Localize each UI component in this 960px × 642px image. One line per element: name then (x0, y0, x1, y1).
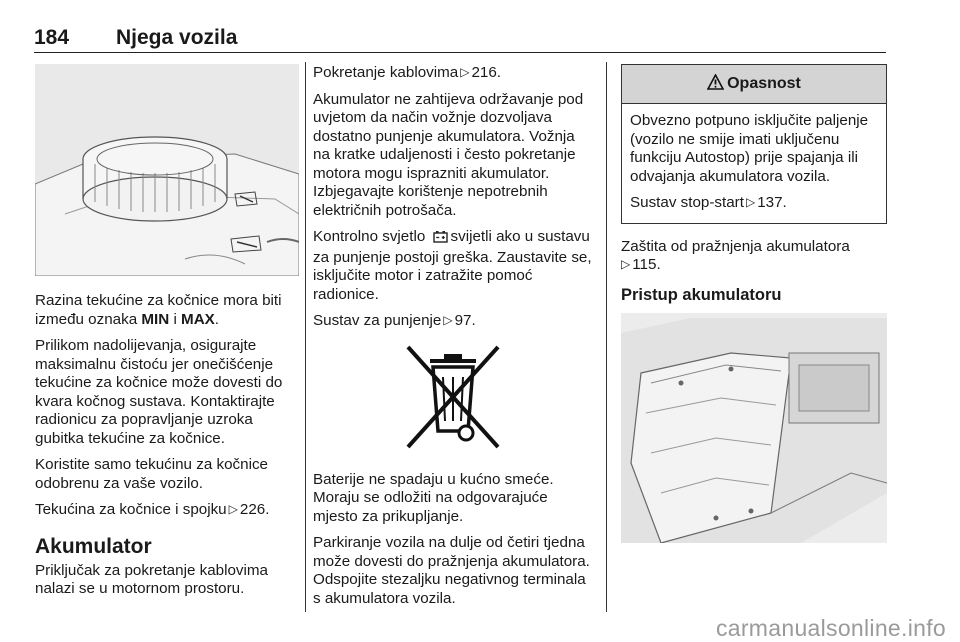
cross-reference: Pokretanje kablovima ▷ 216. (313, 64, 501, 81)
paragraph: Priključak za pokretanje kablovima nalazi se u motornom prostoru. (35, 561, 268, 597)
paragraph: Akumulator ne zahtijeva održavanje pod uvjetom da način vožnje dozvoljava dostatno punjenje akumulatora. Vožnja na kratke udaljenosti i često pokretanje motora mogu isprazniti akumulator. Izbjegavajte korištenje nepotrebnih električnih potrošača. (313, 90, 584, 219)
warning-title: Opasnost (727, 75, 801, 92)
section-title: Njega vozila (116, 26, 238, 49)
column-middle (313, 64, 593, 616)
cross-reference: Sustav za punjenje ▷ 97. (313, 312, 476, 329)
crossed-out-wheelie-bin-icon (388, 339, 518, 457)
page-number: 184 (34, 26, 70, 49)
cross-reference: Tekućina za kočnice i spojku ▷ 226. (35, 501, 270, 518)
warning-body (622, 104, 886, 223)
page-header (34, 22, 886, 53)
heading-battery: Akumulator (35, 534, 152, 558)
column-divider (305, 62, 306, 612)
paragraph: Obvezno potpuno isključite paljenje (vozilo ne smije imati uključenu funkciju Autostop) prije spajanja ili odvajanja akumulatora vozila. (630, 112, 869, 185)
paragraph: Baterije ne spadaju u kućno smeće. Moraju se odložiti na odgovarajuće mjesto za prikupljanje. (313, 470, 554, 525)
column-left (35, 64, 299, 607)
battery-warning-icon (433, 230, 448, 249)
danger-warning-box (621, 64, 887, 224)
brake-fluid-level-text: Razina tekućine za kočnice mora biti između oznaka MIN i MAX. (35, 292, 282, 328)
paragraph: Koristite samo tekućinu za kočnice odobrenu za vaše vozilo. (35, 456, 268, 492)
warning-triangle-icon (707, 74, 724, 95)
heading-battery-access: Pristup akumulatoru (621, 285, 782, 304)
triangle-ref-icon: ▷ (621, 257, 631, 271)
triangle-ref-icon: ▷ (443, 313, 453, 327)
warning-light-text: Kontrolno svjetlo svijetli ako u sustavu za punjenje postoji greška. Zaustavite se, isključite motor i zatražite pomoć radionice. (313, 228, 592, 303)
battery-access-illustration (621, 313, 887, 543)
watermark: carmanualsonline.info (715, 615, 946, 641)
crossed-out-bin-figure (313, 339, 593, 457)
cross-reference: Sustav stop-start ▷ 137. (630, 194, 787, 211)
brake-fluid-reservoir-illustration (35, 64, 299, 276)
column-right (621, 64, 887, 543)
warning-header (622, 65, 886, 104)
triangle-ref-icon: ▷ (460, 65, 470, 79)
column-divider (606, 62, 607, 612)
paragraph: Prilikom nadolijevanja, osigurajte maksimalnu čistoću jer onečišćenje tekućine za kočnice može dovesti do kvara kočnog sustava. Kontaktirajte radionicu za popravljanje uzroka gubitka tekućine za kočnice. (35, 337, 283, 447)
triangle-ref-icon: ▷ (228, 502, 238, 516)
paragraph: Parkiranje vozila na dulje od četiri tjedna može dovesti do pražnjenja akumulatora. Odspojite stezaljku negativnog terminala s akumulatora vozila. (313, 534, 590, 607)
cross-reference: Zaštita od pražnjenja akumulatora ▷ 115. (621, 237, 850, 273)
triangle-ref-icon: ▷ (745, 195, 756, 209)
